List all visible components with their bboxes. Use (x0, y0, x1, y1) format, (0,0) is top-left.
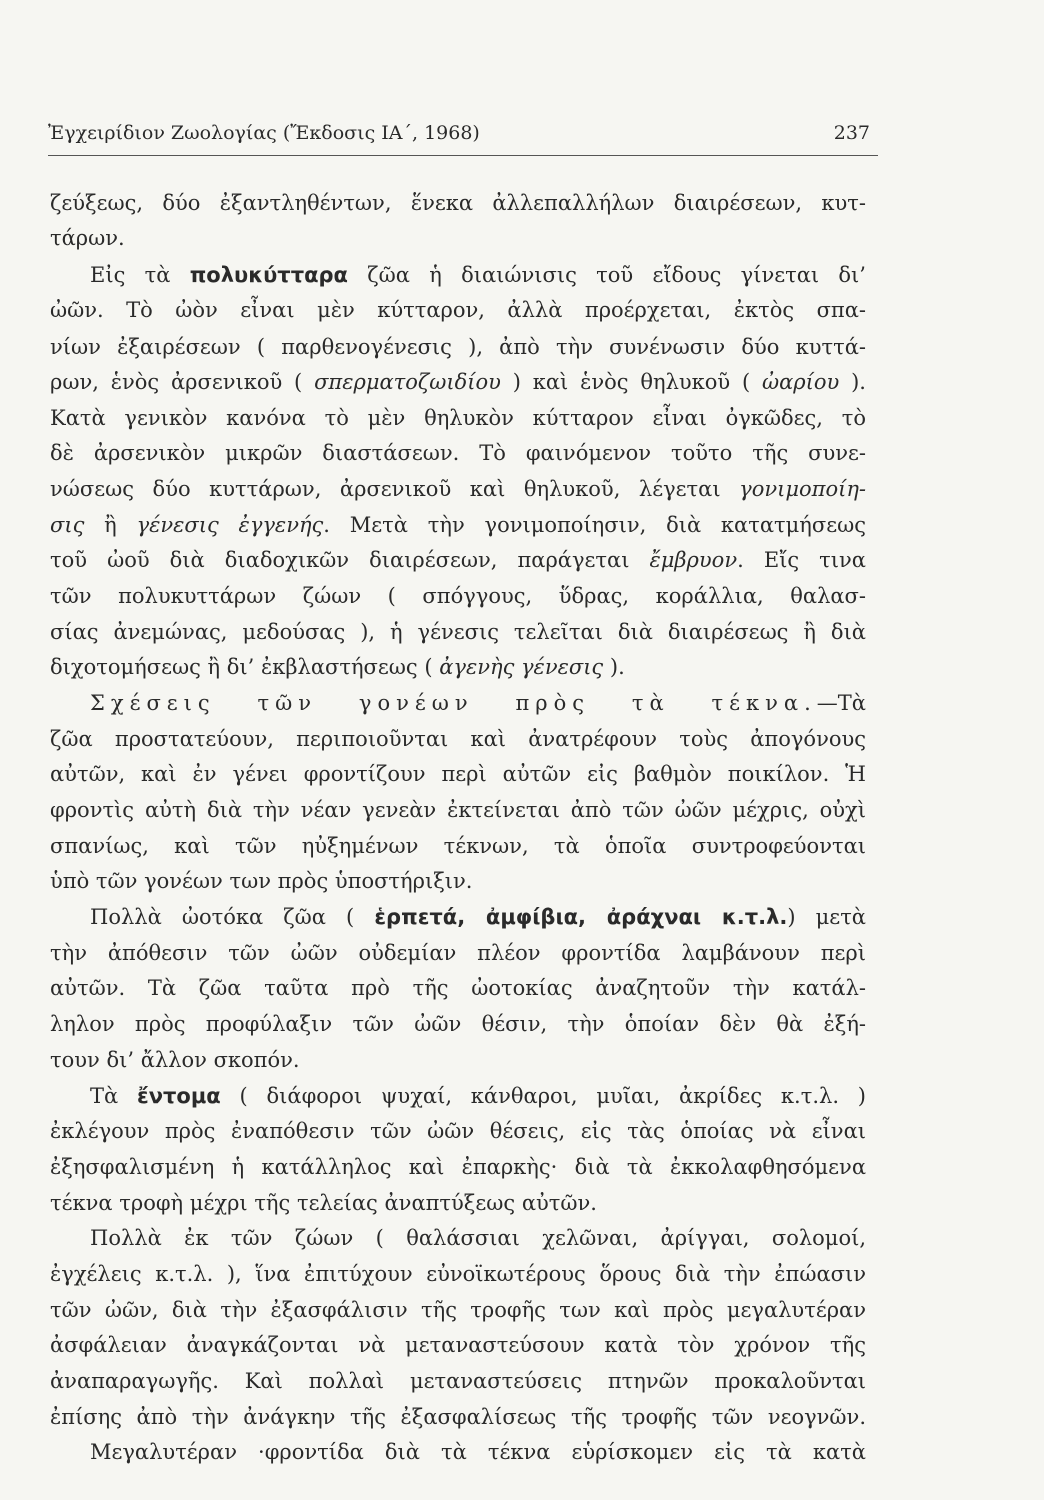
text-line: ὠῶν. Τὸ ὠὸν εἶναι μὲν κύτταρον, ἀλλὰ προέρχεται, ἐκτὸς σπα- (50, 298, 866, 322)
text-line: Τὰ ἔντομα ( διάφοροι ψυχαί, κάνθαροι, μυῖαι, ἀκρίδες κ.τ.λ. ) (90, 1084, 866, 1108)
text-line: σίας ἀνεμώνας, μεδούσας ), ἡ γένεσις τελεῖται διὰ διαιρέσεως ἢ διὰ (50, 620, 866, 644)
text-line: τάρων. (50, 226, 125, 250)
text-line: τῶν ὠῶν, διὰ τὴν ἐξασφάλισιν τῆς τροφῆς των καὶ πρὸς μεγαλυτέραν (50, 1298, 866, 1322)
text-line: ληλον πρὸς προφύλαξιν τῶν ὠῶν θέσιν, τὴν ὁποίαν δὲν θὰ ἐξή- (50, 1012, 866, 1036)
text-line: ἐκλέγουν πρὸς ἐναπόθεσιν τῶν ὠῶν θέσεις, εἰς τὰς ὁποίας νὰ εἶναι (50, 1119, 866, 1143)
text-line: διχοτομήσεως ἢ δι’ ἐκβλαστήσεως ( ἀγενὴς γένεσις ). (50, 655, 625, 679)
book-title: Ἐγχειρίδιον Ζωολογίας (Ἔκδοσις ΙΑ΄, 1968) (48, 122, 480, 144)
page-number: 237 (833, 122, 870, 144)
text-line: νίων ἐξαιρέσεων ( παρθενογένεσις ), ἀπὸ τὴν συνένωσιν δύο κυττά- (50, 335, 866, 359)
text-line: Μεγαλυτέραν ·φροντίδα διὰ τὰ τέκνα εὑρίσκομεν εἰς τὰ κατὰ (90, 1440, 866, 1464)
running-header (48, 122, 870, 144)
text-line: τουν δι’ ἄλλον σκοπόν. (50, 1048, 300, 1072)
header-rule (48, 155, 878, 156)
text-line: τῶν πολυκυττάρων ζώων ( σπόγγους, ὕδρας, κοράλλια, θαλασ- (50, 584, 866, 608)
section-heading: Σχέσεις τῶν γονέων πρὸς τὰ τέκνα. (90, 691, 817, 715)
text-line: δὲ ἀρσενικὸν μικρῶν διαστάσεων. Τὸ φαινόμενον τοῦτο τῆς συνε- (50, 441, 866, 465)
text-line: Εἰς τὰ πολυκύτταρα ζῶα ἡ διαιώνισις τοῦ εἴδους γίνεται δι’ (90, 263, 866, 287)
text-line: τὴν ἀπόθεσιν τῶν ὠῶν οὐδεμίαν πλέον φροντίδα λαμβάνουν περὶ (50, 941, 866, 965)
text-line: σπανίως, καὶ τῶν ηὐξημένων τέκνων, τὰ ὁποῖα συντροφεύονται (50, 834, 866, 858)
text-line: σις ἢ γένεσις ἐγγενής. Μετὰ τὴν γονιμοποίησιν, διὰ κατατμήσεως (50, 513, 866, 537)
text-line: ζεύξεως, δύο ἐξαντληθέντων, ἕνεκα ἀλλεπαλλήλων διαιρέσεων, κυτ- (50, 191, 866, 215)
text-line: ζῶα προστατεύουν, περιποιοῦνται καὶ ἀνατρέφουν τοὺς ἀπογόνους (50, 727, 866, 751)
text-line: ἀναπαραγωγῆς. Καὶ πολλαὶ μεταναστεύσεις πτηνῶν προκαλοῦνται (50, 1369, 866, 1393)
text-line: τέκνα τροφὴ μέχρι τῆς τελείας ἀναπτύξεως αὐτῶν. (50, 1191, 597, 1215)
bold-term: πολυκύτταρα (189, 263, 348, 287)
bold-term: ἔντομα (137, 1084, 221, 1108)
text-line: Πολλὰ ἐκ τῶν ζώων ( θαλάσσιαι χελῶναι, ἀρίγγαι, σολομοί, (90, 1226, 866, 1250)
text-line: ἐγχέλεις κ.τ.λ. ), ἵνα ἐπιτύχουν εὐνοϊκωτέρους ὅρους διὰ τὴν ἐπώασιν (50, 1262, 866, 1286)
bold-term: ἑρπετά, ἀμφίβια, ἀράχναι κ.τ.λ. (374, 905, 788, 929)
text-line: Κατὰ γενικὸν κανόνα τὸ μὲν θηλυκὸν κύτταρον εἶναι ὀγκῶδες, τὸ (50, 406, 866, 430)
text-line: ἐπίσης ἀπὸ τὴν ἀνάγκην τῆς ἐξασφαλίσεως τῆς τροφῆς τῶν νεογνῶν. (50, 1405, 866, 1429)
text-line: αὐτῶν. Τὰ ζῶα ταῦτα πρὸ τῆς ὠοτοκίας ἀναζητοῦν τὴν κατάλ- (50, 976, 866, 1000)
text-line: αὐτῶν, καὶ ἐν γένει φροντίζουν περὶ αὐτῶν εἰς βαθμὸν ποικίλον. Ἡ (50, 762, 866, 786)
text-line: φροντὶς αὐτὴ διὰ τὴν νέαν γενεὰν ἐκτείνεται ἀπὸ τῶν ὠῶν μέχρις, οὐχὶ (50, 798, 866, 822)
text-line: τοῦ ὠοῦ διὰ διαδοχικῶν διαιρέσεων, παράγεται ἔμβρυον. Εἴς τινα (50, 548, 866, 572)
text-line: ἐξησφαλισμένη ἡ κατάλληλος καὶ ἐπαρκὴς· διὰ τὰ ἐκκολαφθησόμενα (50, 1155, 866, 1179)
text-line: Πολλὰ ὠοτόκα ζῶα ( ἑρπετά, ἀμφίβια, ἀράχναι κ.τ.λ.) μετὰ (90, 905, 866, 929)
text-line: ὑπὸ τῶν γονέων των πρὸς ὑποστήριξιν. (50, 869, 473, 893)
text-line: ἀσφάλειαν ἀναγκάζονται νὰ μεταναστεύσουν κατὰ τὸν χρόνον τῆς (50, 1333, 866, 1357)
text-line: νώσεως δύο κυττάρων, ἀρσενικοῦ καὶ θηλυκοῦ, λέγεται γονιμοποίη- (50, 477, 866, 501)
text-line: ρων, ἑνὸς ἀρσενικοῦ ( σπερματοζωιδίου ) καὶ ἑνὸς θηλυκοῦ ( ὠαρίου ). (50, 370, 866, 394)
section-heading-line: Σχέσεις τῶν γονέων πρὸς τὰ τέκνα.—Τὰ (90, 691, 866, 715)
